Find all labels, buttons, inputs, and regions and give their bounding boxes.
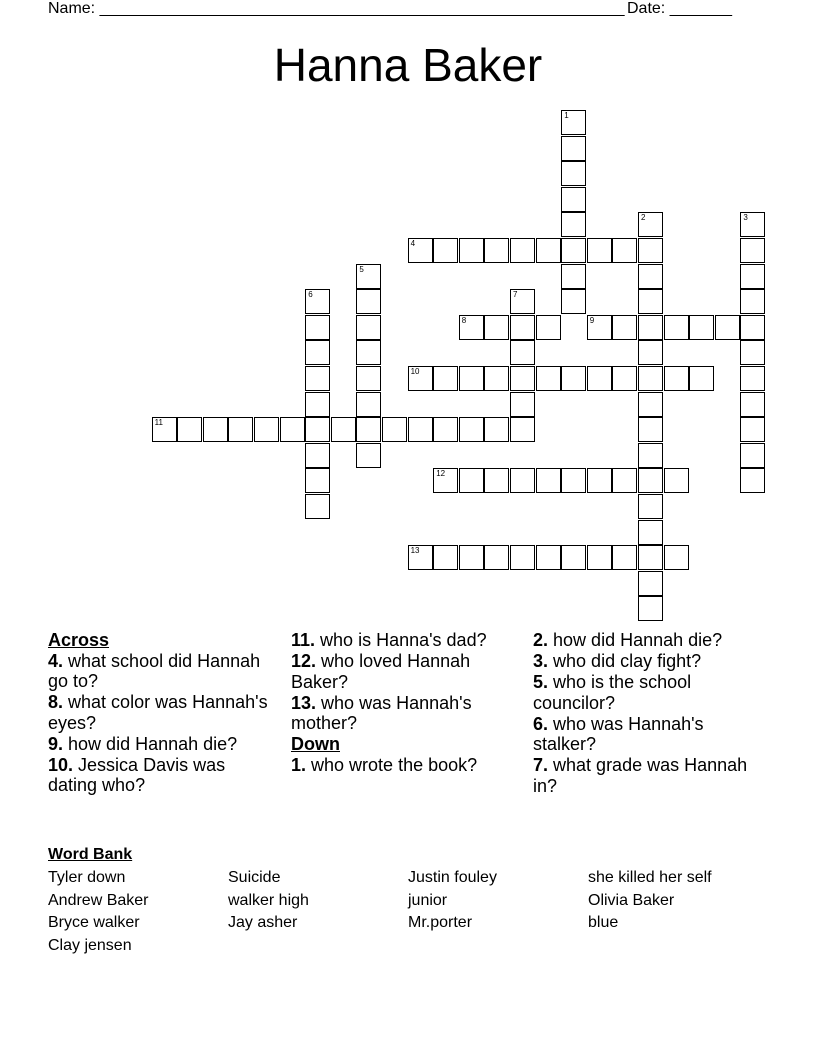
crossword-cell[interactable] bbox=[459, 238, 484, 263]
crossword-cell[interactable] bbox=[433, 417, 458, 442]
clue-across-4: 4. what school did Hannah go to? bbox=[48, 650, 261, 691]
word-bank-item: Suicide bbox=[228, 869, 281, 886]
crossword-cell[interactable] bbox=[740, 315, 765, 340]
crossword-cell[interactable] bbox=[587, 468, 612, 493]
across-heading: Across bbox=[48, 630, 110, 650]
crossword-cell[interactable] bbox=[305, 315, 330, 340]
crossword-cell[interactable] bbox=[638, 443, 663, 468]
word-bank-item: Justin fouley bbox=[408, 869, 497, 886]
crossword-cell[interactable] bbox=[459, 545, 484, 570]
crossword-cell[interactable] bbox=[408, 366, 433, 391]
crossword-cell[interactable] bbox=[484, 545, 509, 570]
crossword-cell[interactable] bbox=[638, 468, 663, 493]
crossword-cell[interactable] bbox=[305, 494, 330, 519]
crossword-cell[interactable] bbox=[740, 264, 765, 289]
crossword-cell[interactable] bbox=[664, 315, 689, 340]
crossword-cell[interactable] bbox=[408, 545, 433, 570]
crossword-cell[interactable] bbox=[510, 468, 535, 493]
word-bank-item: walker high bbox=[228, 892, 309, 909]
crossword-cell[interactable] bbox=[459, 315, 484, 340]
crossword-cell[interactable] bbox=[536, 545, 561, 570]
crossword-cell[interactable] bbox=[638, 520, 663, 545]
word-bank-item: she killed her self bbox=[588, 869, 712, 886]
crossword-cell[interactable] bbox=[305, 340, 330, 365]
crossword-cell[interactable] bbox=[459, 468, 484, 493]
crossword-cell[interactable] bbox=[638, 340, 663, 365]
crossword-cell[interactable] bbox=[356, 340, 381, 365]
crossword-cell[interactable] bbox=[561, 136, 586, 161]
clue-column-1 bbox=[48, 630, 278, 796]
clue-across-8: 8. what color was Hannah's eyes? bbox=[48, 692, 268, 733]
crossword-cell[interactable] bbox=[561, 289, 586, 314]
crossword-cell[interactable] bbox=[561, 110, 586, 135]
crossword-cell[interactable] bbox=[356, 392, 381, 417]
crossword-cell[interactable] bbox=[612, 468, 637, 493]
crossword-cell[interactable] bbox=[510, 392, 535, 417]
word-bank-item: Mr.porter bbox=[408, 914, 473, 931]
crossword-cell[interactable] bbox=[408, 417, 433, 442]
crossword-cell[interactable] bbox=[638, 494, 663, 519]
crossword-cell[interactable] bbox=[536, 315, 561, 340]
crossword-cell[interactable] bbox=[510, 289, 535, 314]
crossword-cell[interactable] bbox=[740, 238, 765, 263]
crossword-cell[interactable] bbox=[433, 468, 458, 493]
crossword-cell[interactable] bbox=[484, 315, 509, 340]
crossword-cell[interactable] bbox=[536, 468, 561, 493]
crossword-cell[interactable] bbox=[356, 366, 381, 391]
crossword-cell[interactable] bbox=[689, 315, 714, 340]
crossword-cell[interactable] bbox=[203, 417, 228, 442]
crossword-cell[interactable] bbox=[740, 468, 765, 493]
cell-number: 5 bbox=[359, 264, 364, 274]
crossword-cell[interactable] bbox=[561, 545, 586, 570]
cell-number: 8 bbox=[461, 315, 467, 325]
crossword-cell[interactable] bbox=[638, 417, 663, 442]
crossword-cell[interactable] bbox=[638, 366, 663, 391]
crossword-cell[interactable] bbox=[587, 238, 612, 263]
cell-number: 1 bbox=[564, 111, 569, 120]
word-bank-item: Andrew Baker bbox=[48, 892, 149, 909]
crossword-cell[interactable] bbox=[664, 468, 689, 493]
crossword-cell[interactable] bbox=[561, 238, 586, 263]
crossword-cell[interactable] bbox=[305, 417, 330, 442]
crossword-cell[interactable] bbox=[638, 238, 663, 263]
crossword-cell[interactable] bbox=[638, 212, 663, 237]
cell-number: 3 bbox=[743, 213, 748, 223]
clue-down-6: 6. who was Hannah's stalker? bbox=[533, 713, 704, 754]
clue-across-11: 11. who is Hanna's dad? bbox=[291, 630, 487, 650]
crossword-cell[interactable] bbox=[510, 417, 535, 442]
clue-column-2 bbox=[291, 630, 521, 776]
crossword-cell[interactable] bbox=[715, 315, 740, 340]
crossword-cell[interactable] bbox=[356, 289, 381, 314]
crossword-cell[interactable] bbox=[510, 238, 535, 263]
crossword-cell[interactable] bbox=[740, 392, 765, 417]
crossword-cell[interactable] bbox=[612, 315, 637, 340]
crossword-cell[interactable] bbox=[561, 264, 586, 289]
cell-number: 9 bbox=[589, 315, 595, 325]
crossword-cell[interactable] bbox=[638, 596, 663, 621]
crossword-cell[interactable] bbox=[612, 238, 637, 263]
clue-across-9: 9. how did Hannah die? bbox=[48, 733, 238, 754]
crossword-cell[interactable] bbox=[459, 366, 484, 391]
clue-across-10: 10. Jessica Davis was dating who? bbox=[48, 754, 226, 795]
crossword-cell[interactable] bbox=[740, 417, 765, 442]
crossword-cell[interactable] bbox=[433, 545, 458, 570]
crossword-cell[interactable] bbox=[228, 417, 253, 442]
clue-down-1: 1. who wrote the book? bbox=[291, 754, 478, 775]
crossword-cell[interactable] bbox=[664, 366, 689, 391]
cell-number: 12 bbox=[436, 469, 446, 479]
crossword-cell[interactable] bbox=[587, 366, 612, 391]
word-bank-item: Olivia Baker bbox=[588, 892, 675, 909]
word-bank-item: Bryce walker bbox=[48, 914, 140, 931]
clue-across-12: 12. who loved Hannah Baker? bbox=[291, 651, 471, 692]
crossword-cell[interactable] bbox=[510, 315, 535, 340]
crossword-cell[interactable] bbox=[536, 238, 561, 263]
down-heading: Down bbox=[291, 734, 340, 754]
clue-down-7: 7. what grade was Hannah in? bbox=[533, 755, 748, 796]
crossword-cell[interactable] bbox=[177, 417, 202, 442]
crossword-cell[interactable] bbox=[382, 417, 407, 442]
crossword-cell[interactable] bbox=[561, 366, 586, 391]
crossword-cell[interactable] bbox=[536, 366, 561, 391]
date-field-line: Date: _______ bbox=[627, 0, 732, 17]
cell-number: 6 bbox=[308, 290, 313, 300]
word-bank-heading: Word Bank bbox=[48, 846, 133, 863]
crossword-cell[interactable] bbox=[740, 289, 765, 314]
crossword-cell[interactable] bbox=[254, 417, 279, 442]
crossword-cell[interactable] bbox=[152, 417, 177, 442]
crossword-cell[interactable] bbox=[484, 468, 509, 493]
crossword-cell[interactable] bbox=[638, 289, 663, 314]
crossword-cell[interactable] bbox=[638, 264, 663, 289]
crossword-cell[interactable] bbox=[484, 417, 509, 442]
crossword-cell[interactable] bbox=[510, 545, 535, 570]
crossword-cell[interactable] bbox=[408, 238, 433, 263]
crossword-cell[interactable] bbox=[561, 468, 586, 493]
crossword-cell[interactable] bbox=[356, 315, 381, 340]
word-bank-item: Tyler down bbox=[48, 869, 126, 886]
name-field-line: Name: ___________________________________________________________ bbox=[48, 0, 625, 17]
crossword-cell[interactable] bbox=[612, 366, 637, 391]
crossword-cell[interactable] bbox=[305, 443, 330, 468]
crossword-cell[interactable] bbox=[510, 340, 535, 365]
word-bank-item: junior bbox=[408, 892, 448, 909]
crossword-cell[interactable] bbox=[587, 315, 612, 340]
clue-across-13: 13. who was Hannah's mother? bbox=[291, 692, 472, 733]
page-title: Hanna Baker bbox=[273, 39, 543, 91]
cell-number: 2 bbox=[641, 213, 646, 223]
crossword-cell[interactable] bbox=[305, 289, 330, 314]
word-bank-item: Jay asher bbox=[228, 914, 298, 931]
crossword-cell[interactable] bbox=[740, 212, 765, 237]
crossword-cell[interactable] bbox=[305, 392, 330, 417]
word-bank-item: Clay jensen bbox=[48, 937, 132, 954]
crossword-cell[interactable] bbox=[561, 161, 586, 186]
cell-number: 10 bbox=[410, 367, 420, 376]
cell-number: 13 bbox=[410, 546, 420, 556]
crossword-cell[interactable] bbox=[459, 417, 484, 442]
crossword-cell[interactable] bbox=[331, 417, 356, 442]
crossword-cell[interactable] bbox=[638, 315, 663, 340]
crossword-cell[interactable] bbox=[561, 187, 586, 212]
cell-number: 7 bbox=[513, 290, 518, 300]
crossword-cell[interactable] bbox=[638, 392, 663, 417]
crossword-cell[interactable] bbox=[356, 417, 381, 442]
cell-number: 11 bbox=[154, 418, 163, 428]
crossword-cell[interactable] bbox=[740, 366, 765, 391]
crossword-cell[interactable] bbox=[484, 366, 509, 391]
crossword-cell[interactable] bbox=[305, 468, 330, 493]
clue-down-5: 5. who is the school councilor? bbox=[533, 672, 692, 713]
crossword-cell[interactable] bbox=[561, 212, 586, 237]
crossword-cell[interactable] bbox=[356, 443, 381, 468]
crossword-cell[interactable] bbox=[638, 545, 663, 570]
crossword-cell[interactable] bbox=[740, 443, 765, 468]
clue-down-3: 3. who did clay fight? bbox=[533, 651, 702, 671]
crossword-cell[interactable] bbox=[433, 366, 458, 391]
crossword-cell[interactable] bbox=[638, 571, 663, 596]
crossword-cell[interactable] bbox=[280, 417, 305, 442]
crossword-cell[interactable] bbox=[612, 545, 637, 570]
cell-number: 4 bbox=[410, 239, 416, 248]
crossword-cell[interactable] bbox=[305, 366, 330, 391]
clue-down-2: 2. how did Hannah die? bbox=[533, 630, 723, 650]
crossword-cell[interactable] bbox=[740, 340, 765, 365]
word-bank-item: blue bbox=[588, 914, 619, 931]
crossword-cell[interactable] bbox=[356, 264, 381, 289]
crossword-cell[interactable] bbox=[433, 238, 458, 263]
crossword-cell[interactable] bbox=[484, 238, 509, 263]
crossword-cell[interactable] bbox=[587, 545, 612, 570]
clue-column-3 bbox=[533, 630, 763, 797]
crossword-cell[interactable] bbox=[510, 366, 535, 391]
crossword-cell[interactable] bbox=[664, 545, 689, 570]
crossword-cell[interactable] bbox=[689, 366, 714, 391]
